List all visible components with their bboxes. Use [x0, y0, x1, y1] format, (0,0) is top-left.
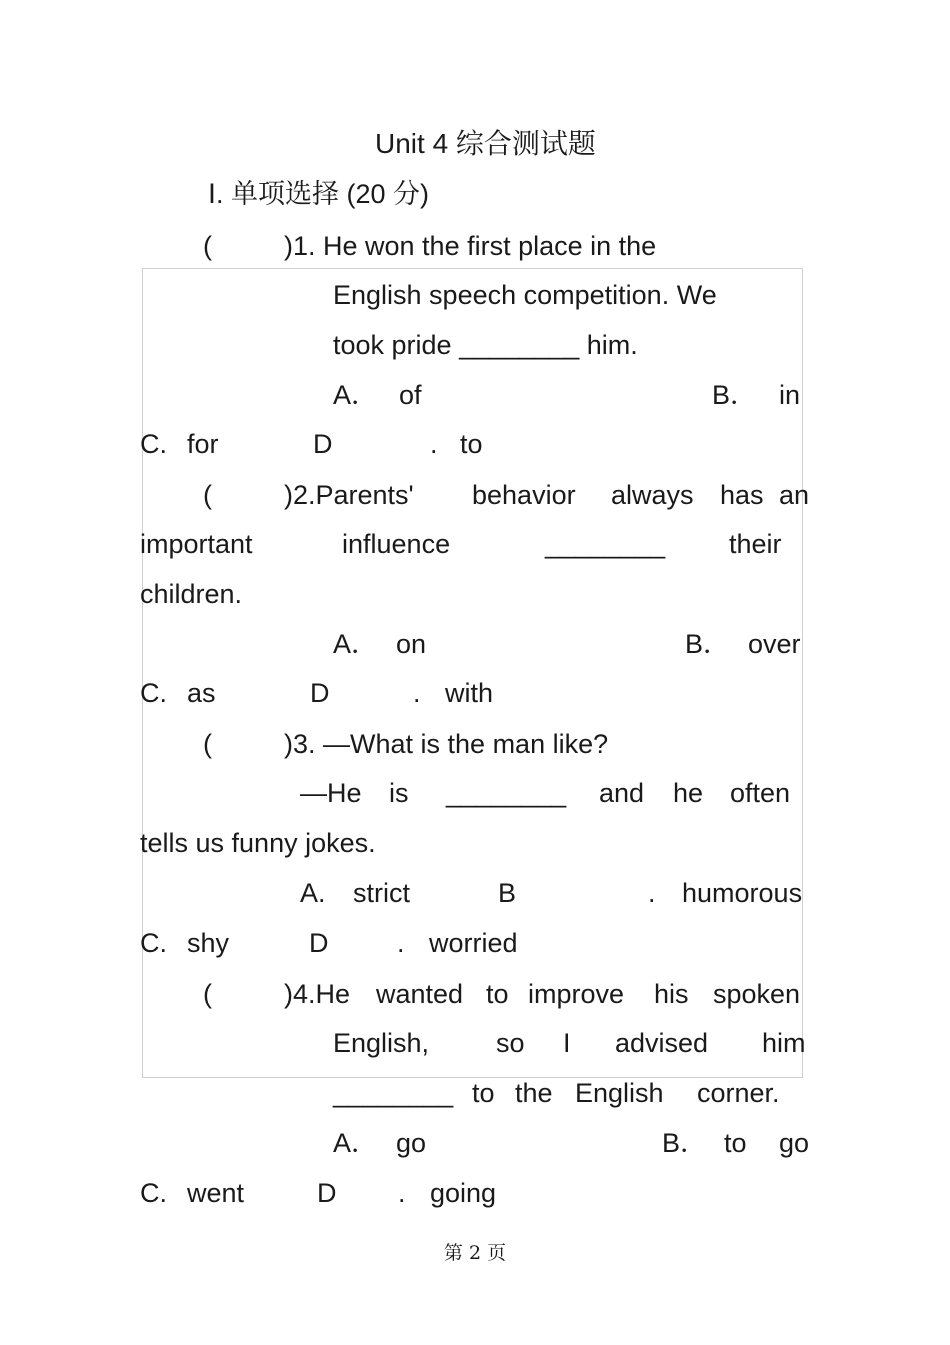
- q3-stem-word: often: [730, 778, 791, 808]
- q2-stem-line: children.: [140, 579, 243, 609]
- q4-option-d: going: [430, 1178, 497, 1208]
- q1-option-c: for: [187, 429, 219, 459]
- q1-option-d: to: [460, 429, 483, 459]
- q4-answer-blank: ________: [333, 1078, 454, 1108]
- q4-option-c-label: C.: [140, 1178, 167, 1208]
- q4-stem-word: spoken: [713, 979, 801, 1009]
- q4-option-b: to: [724, 1128, 747, 1158]
- q4-option-c: went: [187, 1178, 245, 1208]
- q2-stem-word: their: [729, 529, 782, 559]
- q1-stem-line: English speech competition. We: [333, 280, 717, 310]
- section-heading: Ⅰ. 单项选择 (20 分): [208, 179, 429, 209]
- q2-stem-word: always: [611, 480, 694, 510]
- q2-option-a-label: A．: [333, 629, 379, 659]
- q4-stem-word: improve: [528, 979, 625, 1009]
- q3-stem-line: tells us funny jokes.: [140, 828, 376, 858]
- q4-stem-word: English,: [333, 1028, 430, 1058]
- q1-option-d-label: D: [313, 429, 333, 459]
- q3-stem-word: is: [389, 778, 409, 808]
- q2-answer-blank: ________: [545, 529, 666, 559]
- q3-stem-word: and: [599, 778, 645, 808]
- q4-stem-word: wanted: [376, 979, 464, 1009]
- q2-option-d: with: [445, 678, 494, 708]
- q4-option-d-label: D: [317, 1178, 337, 1208]
- q3-option-d: worried: [429, 928, 518, 958]
- q4-stem: )4.He: [284, 979, 351, 1009]
- q4-stem-word: him: [762, 1028, 806, 1058]
- q3-option-a: strict: [353, 878, 410, 908]
- q3-stem: )3. —What is the man like?: [284, 729, 609, 759]
- q1-stem: )1. He won the first place in the: [284, 231, 657, 261]
- q4-stem-word: the: [515, 1078, 553, 1108]
- q4-paren: (: [203, 979, 212, 1009]
- q3-option-d-label: D: [309, 928, 329, 958]
- q3-option-d-dot: .: [397, 928, 405, 958]
- q2-stem-word: behavior: [472, 480, 576, 510]
- q4-stem-word: to: [486, 979, 509, 1009]
- page-title: Unit 4 综合测试题: [375, 128, 596, 159]
- q2-paren: (: [203, 480, 212, 510]
- q1-option-a-label: A．: [333, 380, 379, 410]
- q4-stem-word: advised: [615, 1028, 709, 1058]
- q4-option-a: go: [396, 1128, 427, 1158]
- q4-stem-word: his: [654, 979, 689, 1009]
- q4-stem-word: corner.: [697, 1078, 780, 1108]
- q4-stem-word: to: [472, 1078, 495, 1108]
- q2-stem-word: important: [140, 529, 253, 559]
- q3-paren: (: [203, 729, 212, 759]
- q1-paren: (: [203, 231, 212, 261]
- q2-option-b: over: [748, 629, 801, 659]
- q3-option-c: shy: [187, 928, 230, 958]
- q3-option-a-label: A.: [300, 878, 326, 908]
- q2-stem-word: influence: [342, 529, 451, 559]
- q1-option-a: of: [399, 380, 422, 410]
- q2-option-b-label: B．: [685, 629, 731, 659]
- q4-stem-word: so: [496, 1028, 525, 1058]
- q2-option-c: as: [187, 678, 216, 708]
- q3-option-b: humorous: [682, 878, 803, 908]
- q2-stem-word: has: [720, 480, 764, 510]
- q4-option-d-dot: .: [398, 1178, 406, 1208]
- q1-option-b: in: [779, 380, 801, 410]
- q4-stem-word: English: [575, 1078, 664, 1108]
- q1-option-d-dot: .: [430, 429, 438, 459]
- q2-option-d-dot: .: [413, 678, 421, 708]
- q2-option-c-label: C.: [140, 678, 167, 708]
- q1-option-b-label: B．: [712, 380, 758, 410]
- q1-option-c-label: C.: [140, 429, 167, 459]
- q3-answer-blank: ________: [446, 778, 567, 808]
- q3-stem-word: —He: [300, 778, 362, 808]
- page-number-footer: 第 2 页: [443, 1242, 507, 1264]
- q3-option-c-label: C.: [140, 928, 167, 958]
- q4-option-b-label: B．: [662, 1128, 708, 1158]
- q1-stem-line: took pride ________ him.: [333, 330, 638, 360]
- q4-stem-word: I: [563, 1028, 571, 1058]
- q4-option-a-label: A．: [333, 1128, 379, 1158]
- q2-stem: )2.Parents': [284, 480, 414, 510]
- q3-option-b-label: B: [498, 878, 517, 908]
- q3-stem-word: he: [673, 778, 704, 808]
- q3-option-b-dot: .: [648, 878, 656, 908]
- q4-option-b: go: [779, 1128, 810, 1158]
- q2-option-a: on: [396, 629, 427, 659]
- q2-option-d-label: D: [310, 678, 330, 708]
- q2-stem-word: an: [779, 480, 810, 510]
